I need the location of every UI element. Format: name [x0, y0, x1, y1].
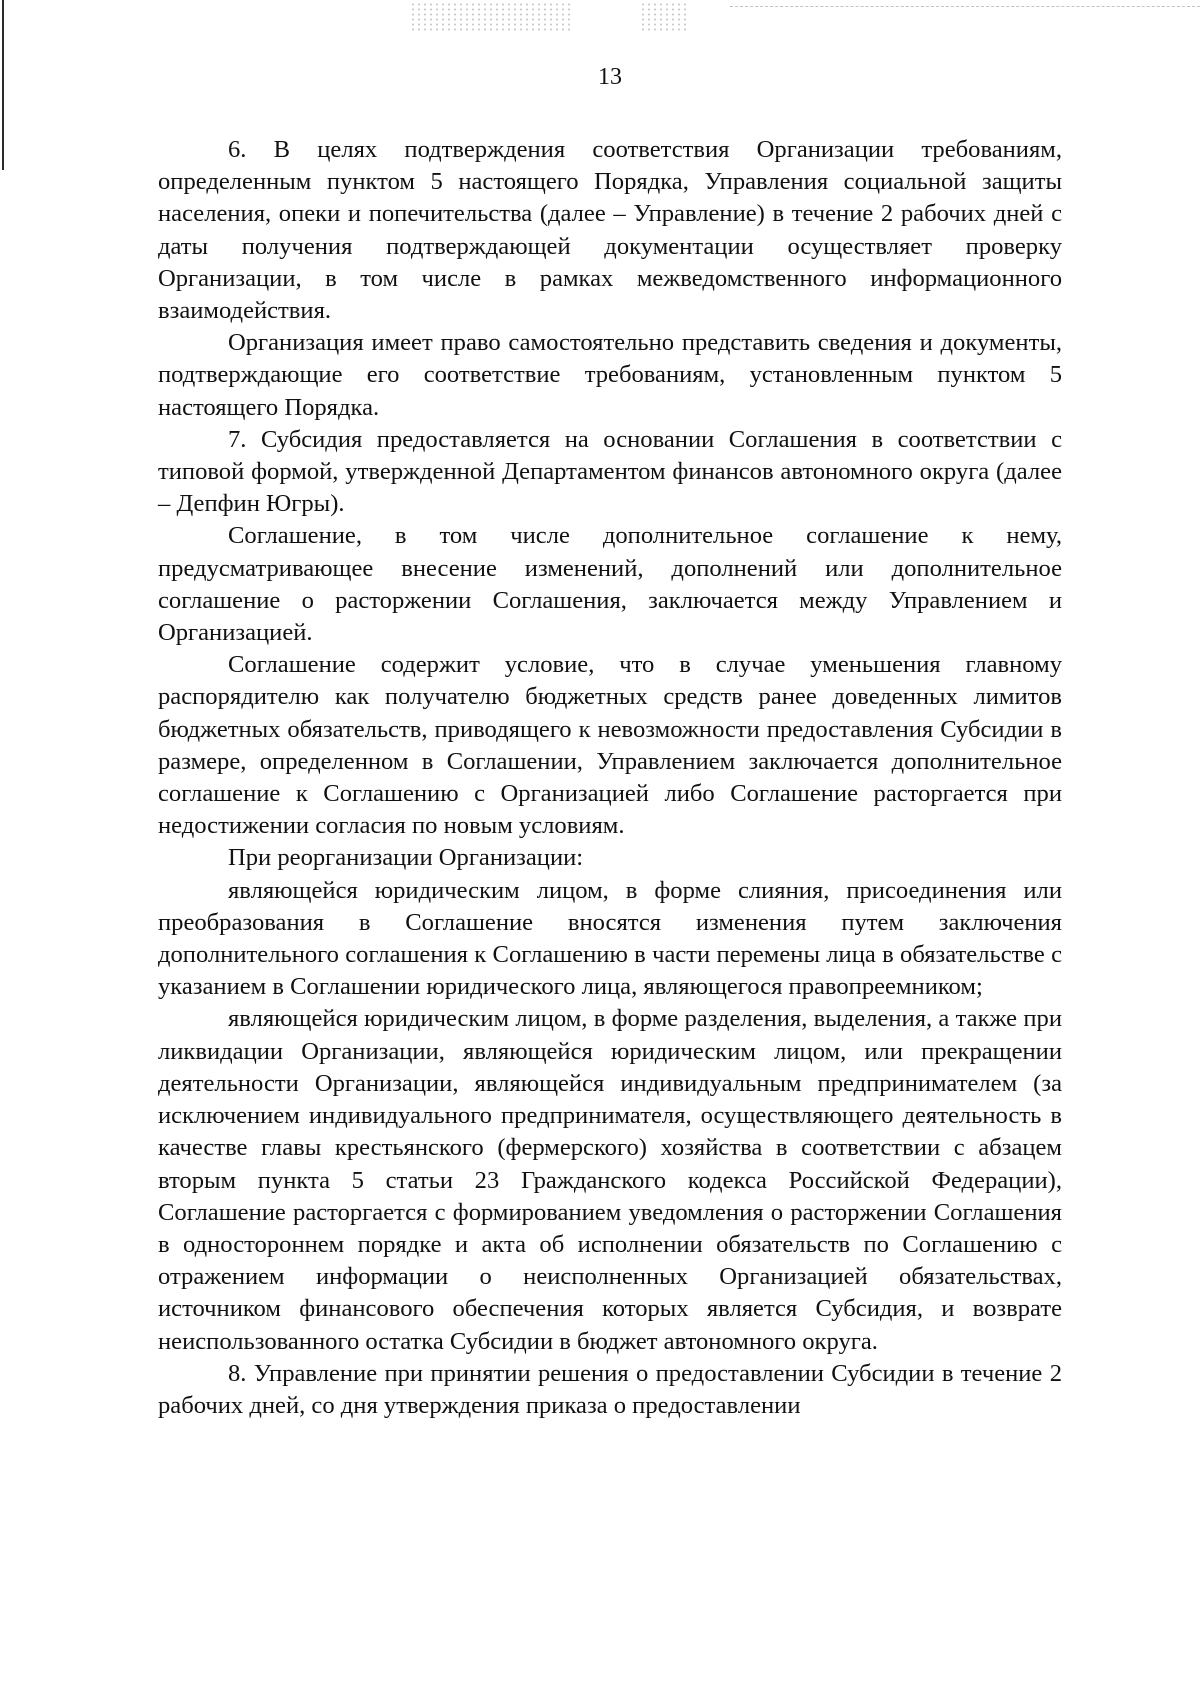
page-number: 13 [598, 64, 622, 90]
paragraph-agreement-supplement: Соглашение, в том числе дополнительное соглашение к нему, предусматривающее внесение изменений, дополнений или дополнительное соглашение о расторжении Соглашения, заключается между Управлением и Организацией. [158, 522, 1062, 647]
scan-noise-artifact [410, 2, 570, 32]
paragraph-reorganization-heading: При реорганизации Организации: [228, 844, 584, 872]
scan-edge-line [730, 6, 1200, 7]
paragraph-item-6: 6. В целях подтверждения соответствия Организации требованиям, определенным пунктом 5 настоящего Порядка, Управления социальной защиты населения, опеки и попечительства (далее – Управление) в течение 2 рабочих дней с даты получения подтверждающей документации осуществляет проверку Организации, в том числе в рамках межведомственного информационного взаимодействия. [158, 136, 1062, 325]
paragraph-item-7: 7. Субсидия предоставляется на основании Соглашения в соответствии с типовой формой, утвержденной Департаментом финансов автономного округа (далее – Депфин Югры). [158, 425, 1062, 518]
paragraph-agreement-condition: Соглашение содержит условие, что в случае уменьшения главному распорядителю как получателю бюджетных средств ранее доведенных лимитов бюджетных обязательств, приводящего к невозможности предоставления Субсидии в размере, определенном в Соглашении, Управлением заключается дополнительное соглашение к Соглашению с Организацией либо Соглашение расторгается при недостижении согласия по новым условиям. [158, 651, 1062, 840]
paragraph-item-8: 8. Управление при принятии решения о предоставлении Субсидии в течение 2 рабочих дней, со дня утверждения приказа о предоставлении [158, 1359, 1062, 1419]
document-body [158, 134, 1062, 1422]
scan-noise-artifact [640, 2, 690, 32]
paragraph-organization-right: Организация имеет право самостоятельно представить сведения и документы, подтверждающие его соответствие требованиям, установленным пунктом 5 настоящего Порядка. [158, 329, 1062, 421]
paragraph-reorganization-merger: являющейся юридическим лицом, в форме слияния, присоединения или преобразования в Соглашение вносятся изменения путем заключения дополнительного соглашения к Соглашению в части перемены лица в обязательстве с указанием в Соглашении юридического лица, являющегося правопреемником; [158, 876, 1062, 1001]
paragraph-reorganization-division: являющейся юридическим лицом, в форме разделения, выделения, а также при ликвидации Организации, являющейся юридическим лицом, или прекращении деятельности Организации, являющейся индивидуальным предпринимателем (за исключением индивидуального предпринимателя, осуществляющего деятельность в качестве главы крестьянского (фермерского) хозяйства в соответствии с абзацем вторым пункта 5 статьи 23 Гражданского кодекса Российской Федерации), Соглашение расторгается с формированием уведомления о расторжении Соглашения в одностороннем порядке и акта об исполнении обязательств по Соглашению с отражением информации о неисполненных Организацией обязательствах, источником финансового обеспечения которых является Субсидия, и возврате неиспользованного остатка Субсидии в бюджет автономного округа. [158, 1005, 1062, 1355]
